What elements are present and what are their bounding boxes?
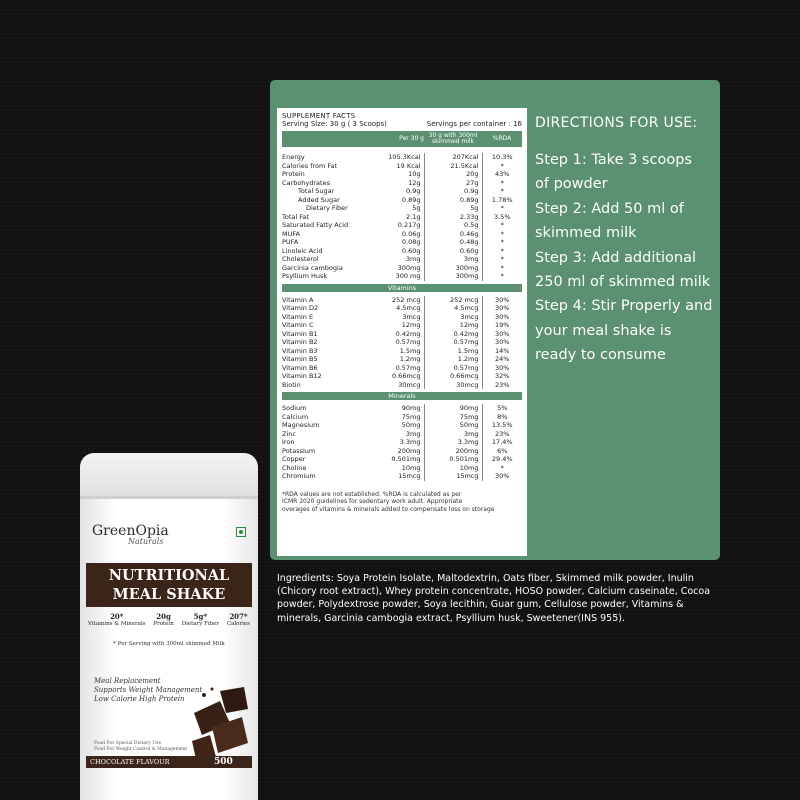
macro-rda-cell: * [500, 246, 504, 255]
macro-name-cell: Total Fat [282, 212, 309, 221]
veg-mark-icon [236, 527, 246, 537]
macro-v2-cell: 5g [424, 204, 482, 213]
vitamin-name-cell: Vitamin B1 [282, 329, 318, 338]
macro-v1-cell: 0.9g [374, 187, 424, 196]
mineral-v1-cell: 3.3mg [374, 438, 424, 447]
vitamin-name-cell: Vitamin A [282, 295, 314, 304]
vitamin-rda-cell: 32% [495, 372, 510, 381]
macro-rda-cell: * [500, 255, 504, 264]
macro-row [282, 272, 522, 281]
vitamin-name-cell: Vitamin E [282, 312, 314, 321]
vitamin-v2-cell: 252 mcg [424, 296, 482, 305]
macro-row [282, 238, 522, 247]
vitamin-v1-cell: 0.57mg [374, 364, 424, 373]
mineral-row [282, 421, 522, 430]
vitamin-name-cell: Vitamin B2 [282, 338, 318, 347]
vitamin-rda-cell: 14% [495, 346, 510, 355]
vitamin-row [282, 355, 522, 364]
macro-v1-cell: 105.3Kcal [374, 153, 424, 162]
mineral-rda-cell: 29.4% [491, 455, 513, 464]
vitamin-v2-cell: 3mcg [424, 313, 482, 322]
macros-table [282, 153, 522, 281]
macro-rda-cell: 10.3% [491, 153, 513, 162]
vitamin-v2-cell: 0.42mg [424, 330, 482, 339]
macro-v2-cell: 300mg [424, 272, 482, 281]
macro-v1-cell: 2.1g [374, 213, 424, 222]
macro-v1-cell: 0.08g [374, 238, 424, 247]
macro-name-cell: Psyllium Husk [282, 272, 328, 281]
stat-protein: 20g Protein [153, 612, 174, 627]
macro-v1-cell: 19 Kcal [374, 162, 424, 171]
mineral-row [282, 464, 522, 473]
macro-v2-cell: 300mg [424, 264, 482, 273]
macro-row [282, 179, 522, 188]
macro-rda-cell: 1.78% [491, 195, 513, 204]
direction-line: Step 3: Add additional [535, 249, 697, 266]
mineral-name-cell: Potassium [282, 446, 316, 455]
macro-name-cell: Protein [282, 170, 305, 179]
macro-rda-cell: * [500, 204, 504, 213]
vitamin-row [282, 347, 522, 356]
vitamin-name-cell: Vitamin B3 [282, 346, 318, 355]
macro-v1-cell: 0.06g [374, 230, 424, 239]
product-stats [88, 613, 250, 627]
macro-name-cell: Cholesterol [282, 255, 319, 264]
mineral-row [282, 404, 522, 413]
vitamin-rda-cell: 30% [495, 329, 510, 338]
directions-for-use [535, 108, 715, 368]
chocolate-pieces-icon [190, 683, 252, 759]
macro-v2-cell: 0.46g [424, 230, 482, 239]
macro-v1-cell: 3mg [374, 255, 424, 264]
jar-lid [80, 453, 258, 499]
minerals-band: Minerals [282, 392, 522, 400]
macro-v1-cell: 300mg [374, 264, 424, 273]
vitamin-v1-cell: 0.42mg [374, 330, 424, 339]
macro-row [282, 153, 522, 162]
macro-name-cell: Dietary Fiber [306, 204, 348, 213]
vitamins-band: Vitamins [282, 284, 522, 292]
macro-name-cell: Added Sugar [298, 195, 340, 204]
mineral-v1-cell: 0.501mg [374, 455, 424, 464]
macro-row [282, 247, 522, 256]
vitamin-name-cell: Vitamin D2 [282, 304, 319, 313]
macro-v2-cell: 0.89g [424, 196, 482, 205]
macro-rda-cell: * [500, 178, 504, 187]
stat-fiber: 5g* Dietary Fiber [181, 612, 220, 627]
direction-line: of powder [535, 176, 608, 193]
macro-v2-cell: 0.60g [424, 247, 482, 256]
mineral-row [282, 413, 522, 422]
flavour-band: CHOCOLATE FLAVOUR 500 [86, 756, 252, 768]
macro-v2-cell: 2.33g [424, 213, 482, 222]
macro-v1-cell: 300 mg [374, 272, 424, 281]
mineral-v1-cell: 200mg [374, 447, 424, 456]
serving-size: Serving Size: 30 g ( 3 Scoops) [282, 120, 387, 128]
col-with-milk: 30 g with 300ml skimmed milk [428, 131, 478, 145]
vitamin-v2-cell: 30mcg [424, 381, 482, 390]
vitamin-rda-cell: 30% [495, 295, 510, 304]
vitamin-v1-cell: 1.5mg [374, 347, 424, 356]
mineral-name-cell: Sodium [282, 404, 307, 413]
directions-heading: DIRECTIONS FOR USE: [535, 115, 698, 131]
col-per30: Per 30 g [399, 134, 424, 142]
stat-vitamins: 20* Vitamins & Minerals [88, 612, 146, 627]
mineral-v2-cell: 90mg [424, 404, 482, 413]
vitamin-v1-cell: 252 mcg [374, 296, 424, 305]
direction-line: Step 1: Take 3 scoops [535, 152, 692, 168]
mineral-name-cell: Chromium [282, 472, 316, 481]
mineral-name-cell: Copper [282, 455, 306, 464]
mineral-name-cell: Choline [282, 463, 307, 472]
macro-rda-cell: 3.5% [493, 212, 511, 221]
vitamin-v2-cell: 0.57mg [424, 338, 482, 347]
servings-per-container: Servings per container : 16 [426, 120, 522, 128]
mineral-rda-cell: 13.5% [491, 421, 513, 430]
mineral-v1-cell: 75mg [374, 413, 424, 422]
vitamin-v2-cell: 12mg [424, 321, 482, 330]
mineral-v1-cell: 50mg [374, 421, 424, 430]
mineral-row [282, 472, 522, 481]
mineral-name-cell: Iron [282, 438, 295, 447]
mineral-v1-cell: 90mg [374, 404, 424, 413]
mineral-v1-cell: 3mg [374, 430, 424, 439]
macro-row [282, 213, 522, 222]
mineral-v2-cell: 15mcg [424, 472, 482, 481]
vitamin-row [282, 313, 522, 322]
vitamin-rda-cell: 30% [495, 312, 510, 321]
macro-name-cell: Carbohydrates [282, 178, 330, 187]
mineral-row [282, 430, 522, 439]
minerals-table [282, 404, 522, 481]
macro-row [282, 230, 522, 239]
direction-line: Step 2: Add 50 ml of [535, 200, 684, 217]
column-header [282, 131, 522, 147]
dietary-note: Food For Special Dietary Use Food For Weight Control & Management [94, 741, 188, 752]
vitamin-v1-cell: 1.2mg [374, 355, 424, 364]
vitamin-row [282, 364, 522, 373]
vitamin-rda-cell: 30% [495, 338, 510, 347]
vitamin-v1-cell: 30mcg [374, 381, 424, 390]
mineral-rda-cell: 8% [497, 412, 508, 421]
vitamin-name-cell: Vitamin B6 [282, 363, 318, 372]
mineral-v1-cell: 15mcg [374, 472, 424, 481]
macro-name-cell: Total Sugar [298, 187, 335, 196]
vitamin-rda-cell: 24% [495, 355, 510, 364]
macro-rda-cell: * [500, 263, 504, 272]
mineral-rda-cell: 23% [495, 429, 510, 438]
vitamin-v1-cell: 0.57mg [374, 338, 424, 347]
vitamin-rda-cell: 30% [495, 304, 510, 313]
macro-rda-cell: * [500, 161, 504, 170]
macro-v2-cell: 20g [424, 170, 482, 179]
macro-row [282, 162, 522, 171]
vitamin-v1-cell: 0.66mcg [374, 372, 424, 381]
macro-row [282, 255, 522, 264]
vitamin-name-cell: Vitamin B12 [282, 372, 322, 381]
vitamin-row [282, 381, 522, 390]
facts-title: SUPPLEMENT FACTS [282, 112, 356, 120]
mineral-row [282, 455, 522, 464]
macro-row [282, 196, 522, 205]
macro-row [282, 221, 522, 230]
macro-name-cell: Calories from Fat [282, 161, 338, 170]
macro-name-cell: Linoleic Acid [282, 246, 323, 255]
stat-calories: 207* Calories [226, 612, 250, 627]
macro-row [282, 170, 522, 179]
mineral-v2-cell: 10mg [424, 464, 482, 473]
macro-name-cell: PUFA [282, 238, 299, 247]
macro-row [282, 264, 522, 273]
product-title: NUTRITIONAL MEAL SHAKE [86, 563, 252, 607]
vitamin-row [282, 296, 522, 305]
mineral-rda-cell: 17.4% [491, 438, 513, 447]
mineral-v1-cell: 10mg [374, 464, 424, 473]
macro-v2-cell: 207Kcal [424, 153, 482, 162]
macro-v2-cell: 3mg [424, 255, 482, 264]
direction-line: ready to consume [535, 347, 666, 364]
mineral-rda-cell: 5% [497, 404, 508, 413]
macro-v1-cell: 0.217g [374, 221, 424, 230]
vitamin-name-cell: Vitamin C [282, 321, 314, 330]
direction-line: skimmed milk [535, 225, 637, 242]
serving-row [282, 120, 522, 128]
macro-v1-cell: 0.89g [374, 196, 424, 205]
mineral-rda-cell: 30% [495, 472, 510, 481]
mineral-v2-cell: 75mg [424, 413, 482, 422]
vitamin-v2-cell: 0.57mg [424, 364, 482, 373]
vitamin-rda-cell: 30% [495, 363, 510, 372]
mineral-rda-cell: 6% [497, 446, 508, 455]
vitamin-v2-cell: 1.2mg [424, 355, 482, 364]
brand-logo: GreenOpia Naturals [92, 523, 169, 546]
mineral-rda-cell: * [500, 463, 504, 472]
direction-line: 250 ml of skimmed milk [535, 274, 711, 291]
mineral-row [282, 438, 522, 447]
vitamin-rda-cell: 23% [495, 380, 510, 389]
mineral-v2-cell: 3mg [424, 430, 482, 439]
macro-v2-cell: 0.5g [424, 221, 482, 230]
vitamin-row [282, 321, 522, 330]
vitamin-v1-cell: 4.5mcg [374, 304, 424, 313]
macro-v1-cell: 10g [374, 170, 424, 179]
macro-rda-cell: * [500, 272, 504, 281]
macro-v2-cell: 21.5Kcal [424, 162, 482, 171]
product-jar [80, 453, 258, 800]
vitamin-rda-cell: 19% [495, 321, 510, 330]
macro-v2-cell: 0.9g [424, 187, 482, 196]
macro-rda-cell: * [500, 238, 504, 247]
macro-v1-cell: 0.60g [374, 247, 424, 256]
supplement-facts-table [277, 108, 527, 556]
vitamin-row [282, 338, 522, 347]
mineral-name-cell: Calcium [282, 412, 309, 421]
macro-name-cell: Garcinia cambogia [282, 263, 343, 272]
vitamins-table [282, 296, 522, 390]
col-rda: %RDA [492, 134, 512, 142]
product-claims: Meal Replacement Supports Weight Management Low Calorie High Protein [94, 677, 203, 703]
vitamin-name-cell: Biotin [282, 380, 301, 389]
vitamin-v2-cell: 1.5mg [424, 347, 482, 356]
macro-name-cell: Energy [282, 153, 305, 162]
mineral-row [282, 447, 522, 456]
macro-row [282, 187, 522, 196]
macro-row [282, 204, 522, 213]
vitamin-row [282, 372, 522, 381]
net-weight: 500 [214, 757, 233, 767]
mineral-name-cell: Magnesium [282, 421, 320, 430]
macro-rda-cell: 43% [495, 170, 510, 179]
vitamin-v1-cell: 3mcg [374, 313, 424, 322]
macro-v1-cell: 5g [374, 204, 424, 213]
mineral-v2-cell: 200mg [424, 447, 482, 456]
macro-rda-cell: * [500, 221, 504, 230]
macro-v1-cell: 12g [374, 179, 424, 188]
per-serving-note: * Per Serving with 300ml skimmed Milk [113, 641, 225, 647]
mineral-v2-cell: 50mg [424, 421, 482, 430]
macro-v2-cell: 27g [424, 179, 482, 188]
vitamin-row [282, 330, 522, 339]
macro-name-cell: MUFA [282, 229, 300, 238]
direction-line: Step 4: Stir Properly and [535, 298, 713, 315]
macro-name-cell: Saturated Fatty Acid [282, 221, 349, 230]
macro-rda-cell: * [500, 187, 504, 196]
vitamin-v1-cell: 12mg [374, 321, 424, 330]
macro-v2-cell: 0.48g [424, 238, 482, 247]
ingredients-text: Ingredients: Soya Protein Isolate, Maltodextrin, Oats fiber, Skimmed milk powder, Inulin (Chicory root extract), Whey protein concentrate, HOSO powder, Calcium caseinate, Cocoa powder, Polydextrose powder, Soya lecithin, Guar gum, Cellulose powder, Vitamins & minerals, Garcinia cambogia extract, Psyllium husk, Sweetener(INS 955). [277, 573, 711, 624]
vitamin-name-cell: Vitamin B5 [282, 355, 318, 364]
vitamin-v2-cell: 0.66mcg [424, 372, 482, 381]
macro-rda-cell: * [500, 229, 504, 238]
rda-footnote: *RDA values are not established. %RDA is calculated as per ICMR 2020 guidelines for sedentary work adult. Appropriate overages of vitamins & minerals added to compensate loss on storage [282, 490, 495, 513]
mineral-v2-cell: 0.501mg [424, 455, 482, 464]
vitamin-v2-cell: 4.5mcg [424, 304, 482, 313]
direction-line: your meal shake is [535, 322, 672, 339]
vitamin-row [282, 304, 522, 313]
mineral-v2-cell: 3.3mg [424, 438, 482, 447]
mineral-name-cell: Zinc [282, 429, 296, 438]
